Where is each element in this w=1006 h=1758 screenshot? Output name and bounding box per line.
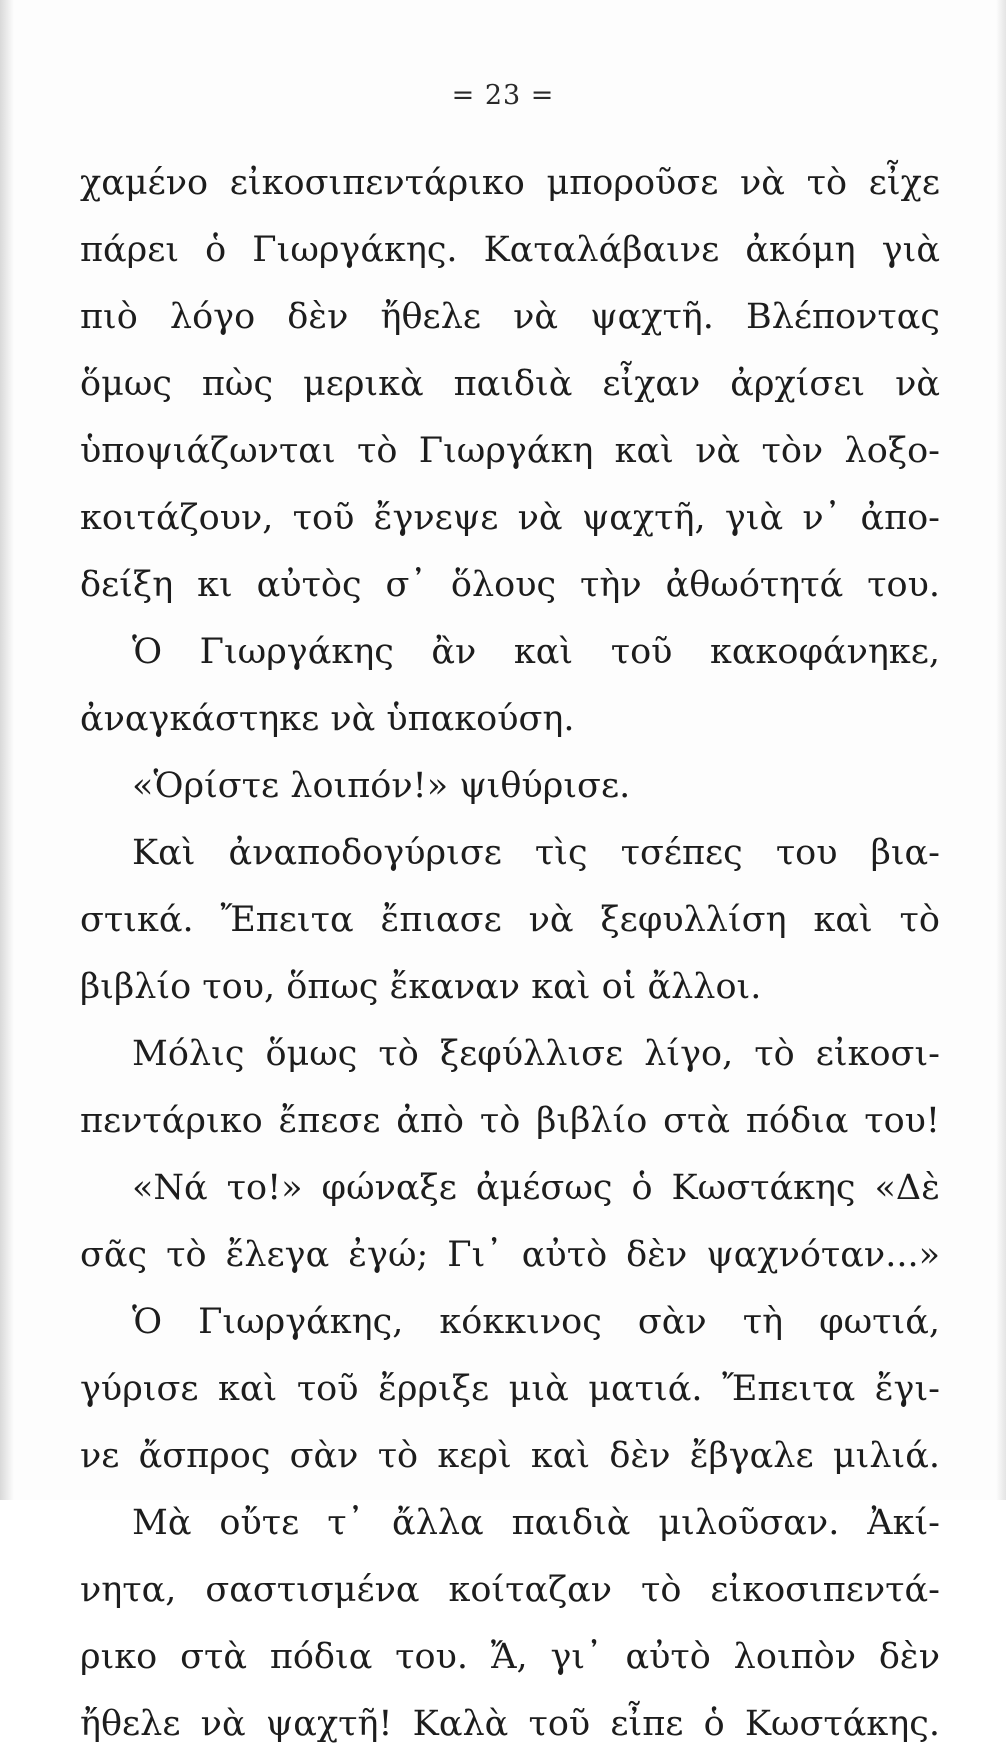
body-text bbox=[80, 150, 940, 1758]
text-line: χαμένο εἰκοσιπεντάρικο μποροῦσε νὰ τὸ εἶχε bbox=[80, 163, 940, 203]
text-line: πιὸ λόγο δὲν ἤθελε νὰ ψαχτῆ. Βλέποντας bbox=[80, 297, 940, 337]
text-line: Καὶ ἀναποδογύρισε τὶς τσέπες του βια- bbox=[132, 833, 940, 873]
text-line: δείξη κι αὐτὸς σ᾿ ὅλους τὴν ἀθωότητά του. bbox=[80, 565, 940, 605]
text-line: ἤθελε νὰ ψαχτῆ! Καλὰ τοῦ εἶπε ὁ Κωστάκης. bbox=[80, 1704, 940, 1744]
text-line: Ὁ Γιωργάκης ἂν καὶ τοῦ κακοφάνηκε, bbox=[132, 632, 940, 672]
text-line: γύρισε καὶ τοῦ ἔρριξε μιὰ ματιά. Ἔπειτα ἔγι- bbox=[80, 1369, 940, 1409]
text-line: «Ὁρίστε λοιπόν!» ψιθύρισε. bbox=[132, 766, 631, 806]
text-line: ἀναγκάστηκε νὰ ὑπακούση. bbox=[80, 699, 575, 739]
page-number: = 23 = bbox=[451, 80, 555, 111]
text-line: Μὰ οὔτε τ᾿ ἄλλα παιδιὰ μιλοῦσαν. Ἀκί- bbox=[132, 1503, 940, 1543]
text-line: πάρει ὁ Γιωργάκης. Καταλάβαινε ἀκόμη γιὰ bbox=[80, 230, 940, 270]
text-line: Μόλις ὅμως τὸ ξεφύλλισε λίγο, τὸ εἰκοσι- bbox=[132, 1034, 940, 1074]
text-line: ὅμως πὼς μερικὰ παιδιὰ εἶχαν ἀρχίσει νὰ bbox=[80, 364, 940, 404]
text-line: νε ἄσπρος σὰν τὸ κερὶ καὶ δὲν ἔβγαλε μιλιά. bbox=[80, 1436, 940, 1476]
text-line: κοιτάζουν, τοῦ ἔγνεψε νὰ ψαχτῆ, γιὰ ν᾿ ἀπο- bbox=[80, 498, 940, 538]
text-line: ὑποψιάζωνται τὸ Γιωργάκη καὶ νὰ τὸν λοξο- bbox=[80, 431, 940, 471]
text-line: βιβλίο του, ὅπως ἔκαναν καὶ οἱ ἄλλοι. bbox=[80, 967, 762, 1007]
text-line: ρικο στὰ πόδια του. Ἄ, γι᾿ αὐτὸ λοιπὸν δὲν bbox=[80, 1637, 940, 1677]
text-line: νητα, σαστισμένα κοίταζαν τὸ εἰκοσιπεντά- bbox=[80, 1570, 940, 1610]
text-line: «Νά το!» φώναξε ἀμέσως ὁ Κωστάκης «Δὲ bbox=[132, 1168, 940, 1208]
text-line: πεντάρικο ἔπεσε ἀπὸ τὸ βιβλίο στὰ πόδια του! bbox=[80, 1101, 940, 1141]
text-line: σᾶς τὸ ἔλεγα ἐγώ; Γι᾿ αὐτὸ δὲν ψαχνόταν...» bbox=[80, 1235, 940, 1275]
text-line: Ὁ Γιωργάκης, κόκκινος σὰν τὴ φωτιά, bbox=[132, 1302, 940, 1342]
text-line: στικά. Ἔπειτα ἔπιασε νὰ ξεφυλλίση καὶ τὸ bbox=[80, 900, 940, 940]
